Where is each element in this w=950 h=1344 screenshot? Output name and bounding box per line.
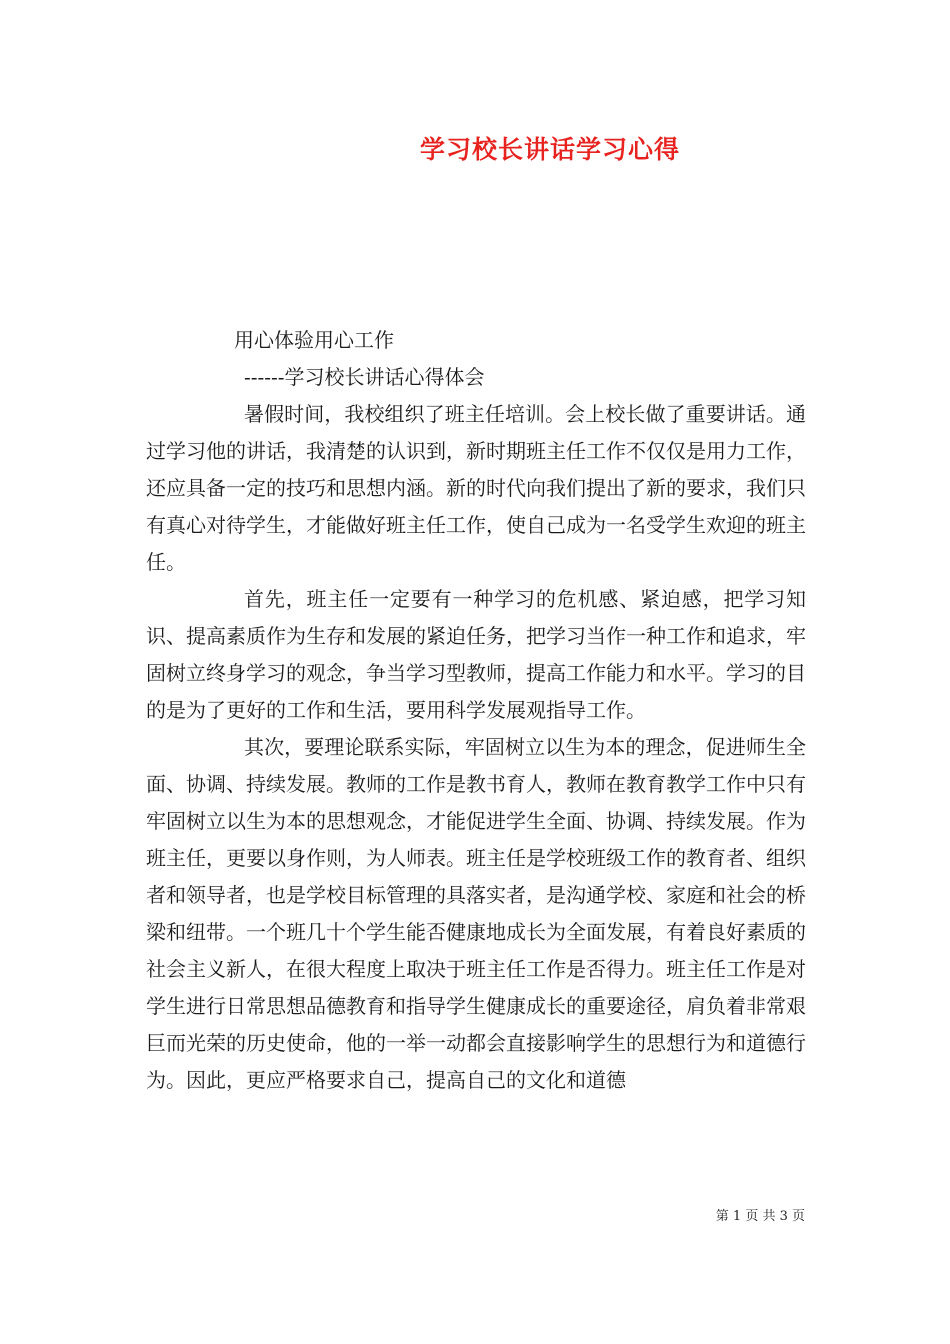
document-title: 学习校长讲话学习心得 bbox=[419, 135, 680, 164]
page-footer: 第 1 页 共 3 页 bbox=[715, 1209, 805, 1224]
paragraph-1: 暑假时间，我校组织了班主任培训。会上校长做了重要讲话。通过学习他的讲话，我清楚的认识到，新时期班主任工作不仅仅是用力工作，还应具备一定的技巧和思想内涵。新的时代向我们提出了新的要求，我们只有真心对待学生，才能做好班主任工作，使自己成为一名受学生欢迎的班主任。 bbox=[146, 402, 806, 574]
article-subheading: ------学习校长讲话心得体会 bbox=[244, 365, 485, 389]
article-heading: 用心体验用心工作 bbox=[234, 328, 394, 352]
document-body bbox=[146, 322, 806, 1099]
paragraph-2: 首先，班主任一定要有一种学习的危机感、紧迫感，把学习知识、提高素质作为生存和发展的紧迫任务，把学习当作一种工作和追求，牢固树立终身学习的观念，争当学习型教师，提高工作能力和水平。学习的目的是为了更好的工作和生活，要用科学发展观指导工作。 bbox=[146, 587, 806, 722]
paragraph-3: 其次，要理论联系实际，牢固树立以生为本的理念，促进师生全面、协调、持续发展。教师的工作是教书育人，教师在教育教学工作中只有牢固树立以生为本的思想观念，才能促进学生全面、协调、持续发展。作为班主任，更要以身作则，为人师表。班主任是学校班级工作的教育者、组织者和领导者，也是学校目标管理的具落实者，是沟通学校、家庭和社会的桥梁和纽带。一个班几十个学生能否健康地成长为全面发展，有着良好素质的社会主义新人，在很大程度上取决于班主任工作是否得力。班主任工作是对学生进行日常思想品德教育和指导学生健康成长的重要途径，肩负着非常艰巨而光荣的历史使命，他的一举一动都会直接影响学生的思想行为和道德行为。因此，更应严格要求自己，提高自己的文化和道德 bbox=[146, 735, 806, 1092]
